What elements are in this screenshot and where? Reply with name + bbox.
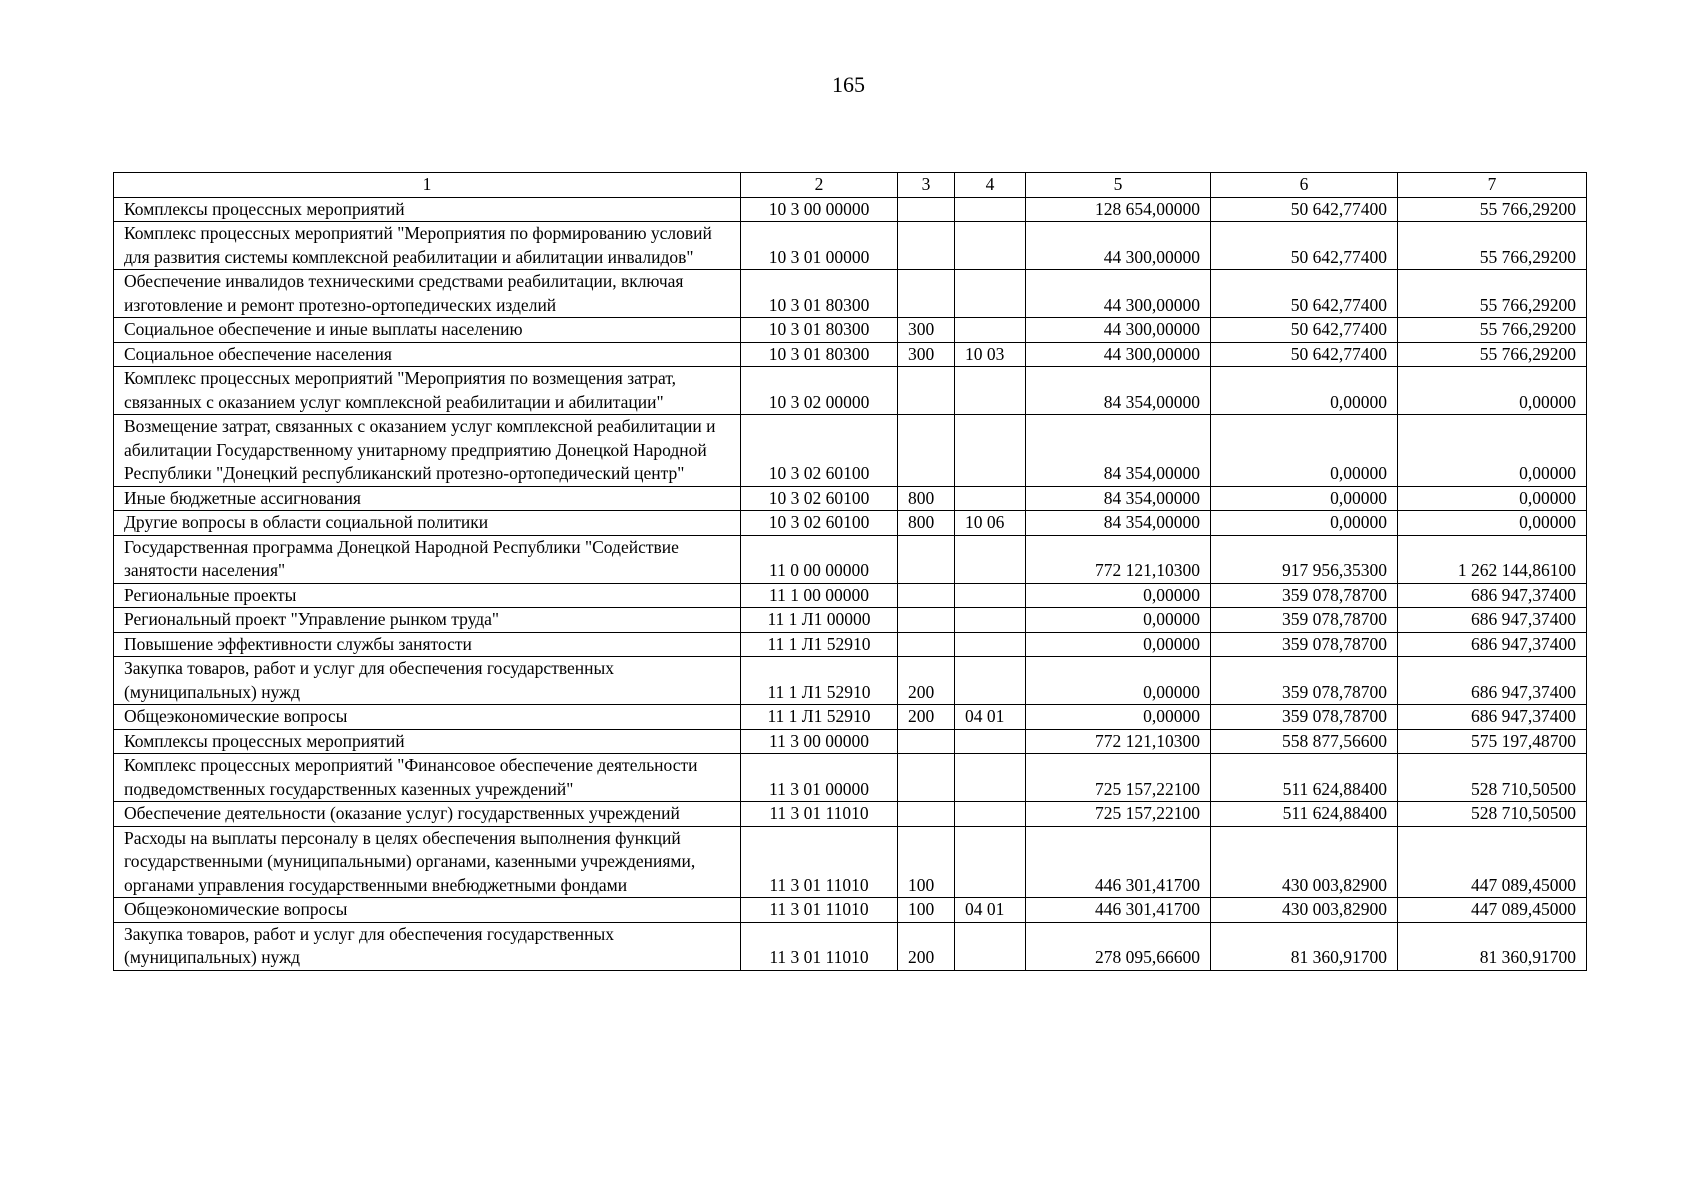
target-code-cell: 11 3 01 11010 — [741, 826, 898, 898]
expense-type-cell — [898, 415, 955, 487]
amount-col6-cell: 359 078,78700 — [1211, 583, 1398, 608]
amount-col7-cell: 81 360,91700 — [1398, 922, 1587, 970]
section-code-cell — [955, 318, 1026, 343]
table-row — [114, 729, 1587, 754]
section-code-cell — [955, 802, 1026, 827]
expense-type-cell: 200 — [898, 705, 955, 730]
amount-col7-cell: 447 089,45000 — [1398, 898, 1587, 923]
amount-col6-cell: 430 003,82900 — [1211, 898, 1398, 923]
target-code-cell: 11 3 01 11010 — [741, 922, 898, 970]
header-row — [114, 173, 1587, 198]
expense-name-cell: Социальное обеспечение населения — [114, 342, 741, 367]
section-code-cell — [955, 922, 1026, 970]
amount-col7-cell: 55 766,29200 — [1398, 342, 1587, 367]
column-header: 2 — [741, 173, 898, 198]
amount-col6-cell: 50 642,77400 — [1211, 342, 1398, 367]
amount-col7-cell: 686 947,37400 — [1398, 705, 1587, 730]
amount-col7-cell: 0,00000 — [1398, 486, 1587, 511]
section-code-cell — [955, 826, 1026, 898]
target-code-cell: 10 3 01 00000 — [741, 222, 898, 270]
expense-type-cell — [898, 754, 955, 802]
expense-name-cell: Повышение эффективности службы занятости — [114, 632, 741, 657]
column-header: 3 — [898, 173, 955, 198]
amount-col7-cell: 1 262 144,86100 — [1398, 535, 1587, 583]
expense-type-cell: 200 — [898, 657, 955, 705]
table-row — [114, 342, 1587, 367]
table-row — [114, 535, 1587, 583]
expense-name-cell: Комплексы процессных мероприятий — [114, 729, 741, 754]
expense-type-cell — [898, 367, 955, 415]
target-code-cell: 10 3 02 60100 — [741, 511, 898, 536]
section-code-cell — [955, 632, 1026, 657]
expense-type-cell: 200 — [898, 922, 955, 970]
target-code-cell: 10 3 01 80300 — [741, 270, 898, 318]
section-code-cell — [955, 486, 1026, 511]
table-row — [114, 898, 1587, 923]
expense-name-cell: Региональные проекты — [114, 583, 741, 608]
expense-type-cell: 800 — [898, 511, 955, 536]
expense-name-cell: Расходы на выплаты персоналу в целях обеспечения выполнения функций государственными (муниципальными) органами, казенными учреждениями, органами управления государственными внебюджетными фондами — [114, 826, 741, 898]
amount-col6-cell: 359 078,78700 — [1211, 608, 1398, 633]
table-body — [114, 197, 1587, 970]
amount-col6-cell: 359 078,78700 — [1211, 705, 1398, 730]
expense-name-cell: Социальное обеспечение и иные выплаты населению — [114, 318, 741, 343]
table-row — [114, 922, 1587, 970]
expense-name-cell: Обеспечение деятельности (оказание услуг) государственных учреждений — [114, 802, 741, 827]
amount-col7-cell: 686 947,37400 — [1398, 632, 1587, 657]
expense-name-cell: Комплексы процессных мероприятий — [114, 197, 741, 222]
section-code-cell — [955, 270, 1026, 318]
target-code-cell: 11 1 Л1 52910 — [741, 632, 898, 657]
expense-name-cell: Закупка товаров, работ и услуг для обеспечения государственных (муниципальных) нужд — [114, 657, 741, 705]
expense-name-cell: Иные бюджетные ассигнования — [114, 486, 741, 511]
amount-col5-cell: 0,00000 — [1026, 657, 1211, 705]
target-code-cell: 10 3 01 80300 — [741, 342, 898, 367]
section-code-cell — [955, 583, 1026, 608]
expense-name-cell: Другие вопросы в области социальной политики — [114, 511, 741, 536]
expense-name-cell: Государственная программа Донецкой Народной Республики "Содействие занятости населения" — [114, 535, 741, 583]
table-row — [114, 754, 1587, 802]
table-row — [114, 367, 1587, 415]
table-row — [114, 826, 1587, 898]
amount-col6-cell: 50 642,77400 — [1211, 270, 1398, 318]
section-code-cell: 10 03 — [955, 342, 1026, 367]
expense-type-cell — [898, 222, 955, 270]
amount-col6-cell: 359 078,78700 — [1211, 632, 1398, 657]
expense-name-cell: Общеэкономические вопросы — [114, 705, 741, 730]
target-code-cell: 11 3 01 00000 — [741, 754, 898, 802]
expense-type-cell — [898, 608, 955, 633]
amount-col6-cell: 50 642,77400 — [1211, 318, 1398, 343]
section-code-cell — [955, 729, 1026, 754]
expense-type-cell — [898, 270, 955, 318]
amount-col6-cell: 430 003,82900 — [1211, 826, 1398, 898]
amount-col5-cell: 84 354,00000 — [1026, 511, 1211, 536]
amount-col5-cell: 0,00000 — [1026, 583, 1211, 608]
expense-type-cell: 300 — [898, 342, 955, 367]
amount-col6-cell: 0,00000 — [1211, 367, 1398, 415]
amount-col6-cell: 917 956,35300 — [1211, 535, 1398, 583]
column-header: 1 — [114, 173, 741, 198]
amount-col6-cell: 511 624,88400 — [1211, 754, 1398, 802]
table-row — [114, 270, 1587, 318]
expense-name-cell: Комплекс процессных мероприятий "Финансовое обеспечение деятельности подведомственных государственных казенных учреждений" — [114, 754, 741, 802]
expense-type-cell — [898, 535, 955, 583]
column-header: 6 — [1211, 173, 1398, 198]
section-code-cell — [955, 657, 1026, 705]
table-row — [114, 222, 1587, 270]
target-code-cell: 11 3 01 11010 — [741, 898, 898, 923]
target-code-cell: 10 3 00 00000 — [741, 197, 898, 222]
amount-col5-cell: 772 121,10300 — [1026, 729, 1211, 754]
section-code-cell — [955, 222, 1026, 270]
expense-type-cell — [898, 729, 955, 754]
amount-col7-cell: 0,00000 — [1398, 367, 1587, 415]
expense-name-cell: Комплекс процессных мероприятий "Мероприятия по формированию условий для развития системы комплексной реабилитации и абилитации инвалидов" — [114, 222, 741, 270]
expense-name-cell: Обеспечение инвалидов техническими средствами реабилитации, включая изготовление и ремонт протезно-ортопедических изделий — [114, 270, 741, 318]
amount-col7-cell: 528 710,50500 — [1398, 802, 1587, 827]
amount-col5-cell: 725 157,22100 — [1026, 802, 1211, 827]
column-header: 5 — [1026, 173, 1211, 198]
section-code-cell — [955, 754, 1026, 802]
amount-col6-cell: 0,00000 — [1211, 486, 1398, 511]
expense-type-cell: 800 — [898, 486, 955, 511]
amount-col7-cell: 0,00000 — [1398, 415, 1587, 487]
expense-type-cell: 100 — [898, 826, 955, 898]
target-code-cell: 11 1 Л1 52910 — [741, 705, 898, 730]
table-row — [114, 486, 1587, 511]
amount-col5-cell: 772 121,10300 — [1026, 535, 1211, 583]
section-code-cell — [955, 535, 1026, 583]
section-code-cell — [955, 367, 1026, 415]
amount-col7-cell: 0,00000 — [1398, 511, 1587, 536]
target-code-cell: 11 0 00 00000 — [741, 535, 898, 583]
table-row — [114, 511, 1587, 536]
amount-col6-cell: 0,00000 — [1211, 511, 1398, 536]
amount-col6-cell: 50 642,77400 — [1211, 197, 1398, 222]
amount-col5-cell: 446 301,41700 — [1026, 826, 1211, 898]
expense-type-cell — [898, 802, 955, 827]
section-code-cell — [955, 197, 1026, 222]
table-row — [114, 415, 1587, 487]
amount-col7-cell: 447 089,45000 — [1398, 826, 1587, 898]
section-code-cell: 04 01 — [955, 705, 1026, 730]
table-row — [114, 632, 1587, 657]
amount-col6-cell: 359 078,78700 — [1211, 657, 1398, 705]
table-row — [114, 583, 1587, 608]
section-code-cell — [955, 415, 1026, 487]
expense-name-cell: Общеэкономические вопросы — [114, 898, 741, 923]
table-row — [114, 197, 1587, 222]
section-code-cell — [955, 608, 1026, 633]
amount-col7-cell: 686 947,37400 — [1398, 657, 1587, 705]
expense-name-cell: Комплекс процессных мероприятий "Мероприятия по возмещения затрат, связанных с оказанием услуг комплексной реабилитации и абилитации" — [114, 367, 741, 415]
expense-type-cell: 300 — [898, 318, 955, 343]
amount-col7-cell: 55 766,29200 — [1398, 197, 1587, 222]
target-code-cell: 10 3 01 80300 — [741, 318, 898, 343]
amount-col5-cell: 278 095,66600 — [1026, 922, 1211, 970]
amount-col5-cell: 128 654,00000 — [1026, 197, 1211, 222]
amount-col6-cell: 50 642,77400 — [1211, 222, 1398, 270]
section-code-cell: 10 06 — [955, 511, 1026, 536]
amount-col6-cell: 81 360,91700 — [1211, 922, 1398, 970]
expense-name-cell: Возмещение затрат, связанных с оказанием услуг комплексной реабилитации и абилитации Государственному унитарному предприятию Донецкой Народной Республики "Донецкий республиканский протезно-ортопедический центр" — [114, 415, 741, 487]
amount-col7-cell: 55 766,29200 — [1398, 270, 1587, 318]
amount-col6-cell: 511 624,88400 — [1211, 802, 1398, 827]
target-code-cell: 11 3 00 00000 — [741, 729, 898, 754]
column-header: 7 — [1398, 173, 1587, 198]
amount-col7-cell: 575 197,48700 — [1398, 729, 1587, 754]
amount-col5-cell: 0,00000 — [1026, 608, 1211, 633]
target-code-cell: 11 3 01 11010 — [741, 802, 898, 827]
amount-col5-cell: 725 157,22100 — [1026, 754, 1211, 802]
target-code-cell: 11 1 00 00000 — [741, 583, 898, 608]
amount-col5-cell: 0,00000 — [1026, 705, 1211, 730]
amount-col7-cell: 686 947,37400 — [1398, 608, 1587, 633]
section-code-cell: 04 01 — [955, 898, 1026, 923]
target-code-cell: 11 1 Л1 00000 — [741, 608, 898, 633]
amount-col5-cell: 44 300,00000 — [1026, 342, 1211, 367]
amount-col7-cell: 55 766,29200 — [1398, 318, 1587, 343]
table-row — [114, 657, 1587, 705]
column-header: 4 — [955, 173, 1026, 198]
amount-col7-cell: 55 766,29200 — [1398, 222, 1587, 270]
amount-col7-cell: 686 947,37400 — [1398, 583, 1587, 608]
amount-col5-cell: 44 300,00000 — [1026, 222, 1211, 270]
amount-col6-cell: 558 877,56600 — [1211, 729, 1398, 754]
amount-col5-cell: 84 354,00000 — [1026, 367, 1211, 415]
target-code-cell: 10 3 02 60100 — [741, 486, 898, 511]
target-code-cell: 11 1 Л1 52910 — [741, 657, 898, 705]
target-code-cell: 10 3 02 00000 — [741, 367, 898, 415]
budget-table — [113, 172, 1587, 971]
table-row — [114, 608, 1587, 633]
expense-type-cell — [898, 632, 955, 657]
expense-type-cell — [898, 583, 955, 608]
amount-col5-cell: 0,00000 — [1026, 632, 1211, 657]
table-row — [114, 318, 1587, 343]
amount-col5-cell: 84 354,00000 — [1026, 486, 1211, 511]
expense-type-cell: 100 — [898, 898, 955, 923]
expense-type-cell — [898, 197, 955, 222]
expense-name-cell: Региональный проект "Управление рынком труда" — [114, 608, 741, 633]
expense-name-cell: Закупка товаров, работ и услуг для обеспечения государственных (муниципальных) нужд — [114, 922, 741, 970]
page-number: 165 — [832, 72, 865, 97]
amount-col5-cell: 44 300,00000 — [1026, 270, 1211, 318]
amount-col6-cell: 0,00000 — [1211, 415, 1398, 487]
amount-col7-cell: 528 710,50500 — [1398, 754, 1587, 802]
table-row — [114, 802, 1587, 827]
amount-col5-cell: 84 354,00000 — [1026, 415, 1211, 487]
target-code-cell: 10 3 02 60100 — [741, 415, 898, 487]
amount-col5-cell: 446 301,41700 — [1026, 898, 1211, 923]
table-row — [114, 705, 1587, 730]
amount-col5-cell: 44 300,00000 — [1026, 318, 1211, 343]
